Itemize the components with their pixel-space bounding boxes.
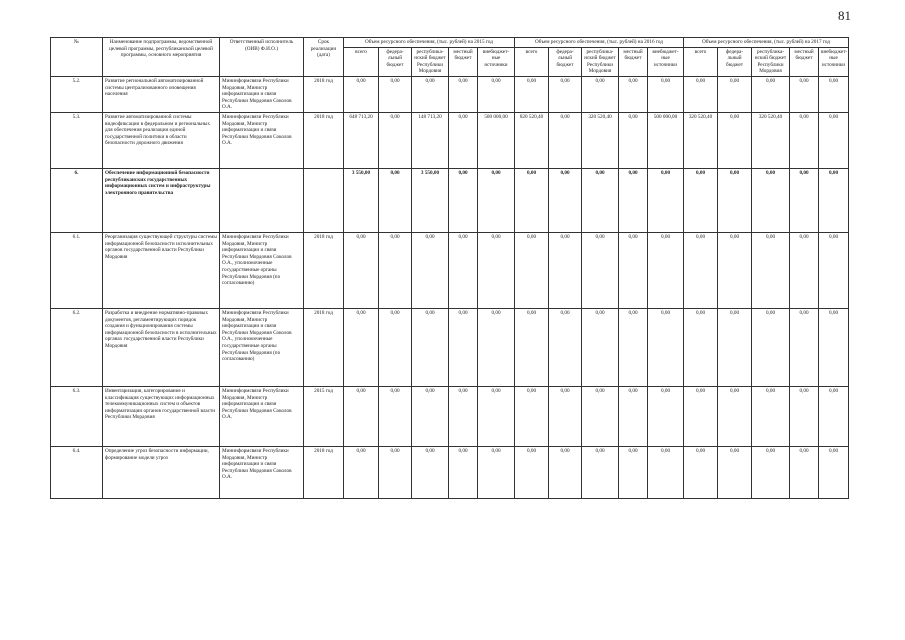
row-value: 0,00 [478,308,515,386]
header-sub-3: местный бюджет [619,47,648,76]
row-responsible: Мининформсвязи Республики Мордовия, Министр информатизации и связи Республики Мордовия Соколов О.А. [220,112,304,168]
row-value: 0,00 [752,446,790,498]
row-term: 2018 год [304,112,344,168]
row-value: 0,00 [582,308,619,386]
row-value: 0,00 [718,112,752,168]
row-name: Инвентаризация, категорирование и классификация существующих информационных телекоммуникационных систем и объектов информатизации органов государственной власти Республики Мордовия [103,386,220,446]
row-name: Развитие региональной автоматизированной системы централизованного оповещения населения [103,76,220,112]
row-value: 320 520,40 [752,112,790,168]
header-group-2015: Объем ресурсного обеспечения, (тыс. рублей) на 2015 год [344,38,515,48]
row-value: 0,00 [684,446,718,498]
header-sub-0: всего [684,47,718,76]
row-value: 0,00 [819,386,849,446]
row-number: 5.2. [51,76,103,112]
row-responsible: Мининформсвязи Республики Мордовия, Министр информатизации и связи Республики Мордовия Соколов О.А. [220,446,304,498]
row-value: 0,00 [379,112,412,168]
row-value: 820 520,40 [515,112,549,168]
row-value: 0,00 [515,308,549,386]
row-value: 0,00 [648,446,684,498]
row-value: 500 000,00 [478,112,515,168]
row-value: 0,00 [549,76,582,112]
row-value: 0,00 [582,76,619,112]
header-row-top [51,38,849,48]
row-number: 6.2. [51,308,103,386]
row-number: 6. [51,168,103,232]
row-value: 0,00 [819,76,849,112]
row-value: 0,00 [549,112,582,168]
row-responsible: Мининформсвязи Республики Мордовия, Министр информатизации и связи Республики Мордовия Соколов О.А., уполномоченные государственные органы Республики Мордовия (по согласованию) [220,308,304,386]
row-value: 0,00 [648,232,684,308]
row-value: 0,00 [619,308,648,386]
row-value: 0,00 [718,386,752,446]
row-value: 0,00 [684,232,718,308]
row-value: 0,00 [344,446,379,498]
row-value: 0,00 [478,76,515,112]
row-value: 0,00 [819,112,849,168]
row-responsible [220,168,304,232]
row-value: 0,00 [478,232,515,308]
row-value: 0,00 [412,308,449,386]
header-name: Наименование подпрограммы, ведомственной целевой программы, республиканской целевой программы, основного мероприятия [103,38,220,77]
row-value: 0,00 [619,232,648,308]
row-value: 3 550,00 [412,168,449,232]
table-row [51,446,849,498]
row-value: 0,00 [412,446,449,498]
row-value: 0,00 [619,386,648,446]
row-value: 0,00 [379,308,412,386]
header-sub-1: федера-льный бюджет [379,47,412,76]
row-value: 0,00 [412,232,449,308]
row-value: 0,00 [752,308,790,386]
header-sub-2: республика-нский бюджет Республики Мордовия [582,47,619,76]
header-sub-0: всего [515,47,549,76]
row-value: 0,00 [648,386,684,446]
row-value: 0,00 [449,76,478,112]
row-value: 0,00 [790,168,819,232]
row-value: 0,00 [582,168,619,232]
row-value: 320 520,40 [582,112,619,168]
row-value: 0,00 [449,386,478,446]
row-name: Разработка и внедрение нормативно-правовых документов, регламентирующих порядок создания и функционирования системы информационной безопасности в исполнительных органах государственной власти Республики Мордовия [103,308,220,386]
row-term: 2018 год [304,446,344,498]
row-value: 0,00 [379,386,412,446]
row-value: 0,00 [549,168,582,232]
row-value: 0,00 [718,168,752,232]
row-value: 0,00 [619,112,648,168]
header-sub-4: внебюджет-ные источники [648,47,684,76]
row-value: 0,00 [344,386,379,446]
row-value: 0,00 [582,386,619,446]
row-value: 0,00 [718,308,752,386]
table-row [51,308,849,386]
row-value: 0,00 [790,308,819,386]
row-value: 0,00 [344,232,379,308]
row-value: 0,00 [412,386,449,446]
header-sub-3: местный бюджет [790,47,819,76]
budget-table [50,37,849,499]
header-sub-4: внебюджет-ные источники [819,47,849,76]
row-name: Развитие автоматизированной системы видеофиксации в федеральном и региональных для обеспечения реализации единой государственной политики в области безопасности дорожного движения [103,112,220,168]
table-row [51,232,849,308]
header-no: № [51,38,103,77]
row-value: 0,00 [549,386,582,446]
row-number: 6.1. [51,232,103,308]
header-sub-1: федера-льный бюджет [549,47,582,76]
row-value: 0,00 [379,76,412,112]
header-sub-2: республика-нский бюджет Республики Мордовия [412,47,449,76]
row-value: 3 550,00 [344,168,379,232]
header-group-2017: Объем ресурсного обеспечения, (тыс. рублей) на 2017 год [684,38,849,48]
row-term: 2018 год [304,308,344,386]
row-value: 148 713,20 [412,112,449,168]
row-value: 0,00 [549,232,582,308]
row-value: 0,00 [449,168,478,232]
row-value: 0,00 [478,168,515,232]
header-sub-1: федера-льный бюджет [718,47,752,76]
row-value: 0,00 [819,308,849,386]
row-number: 6.4. [51,446,103,498]
row-value: 0,00 [790,76,819,112]
row-value: 0,00 [582,232,619,308]
row-value: 0,00 [684,386,718,446]
table-row [51,168,849,232]
row-term: 2018 год [304,76,344,112]
row-value: 0,00 [684,308,718,386]
row-responsible: Мининформсвязи Республики Мордовия, Министр информатизации и связи Республики Мордовия Соколов О.А., уполномоченные государственные органы Республики Мордовия (по согласованию) [220,232,304,308]
row-value: 0,00 [344,308,379,386]
row-value: 0,00 [379,168,412,232]
header-sub-2: республика-нский бюджет Республики Мордовия [752,47,790,76]
row-value: 0,00 [449,446,478,498]
row-value: 0,00 [549,308,582,386]
table-row [51,76,849,112]
header-sub-0: всего [344,47,379,76]
row-value: 0,00 [619,168,648,232]
header-sub-4: внебюджет-ные источники [478,47,515,76]
row-name: Реорганизация существующей структуры системы информационной безопасности исполнительных органов государственной власти Республики Мордовия [103,232,220,308]
row-value: 0,00 [790,446,819,498]
row-value: 0,00 [819,168,849,232]
row-value: 0,00 [515,76,549,112]
row-value: 0,00 [478,446,515,498]
row-value: 0,00 [684,76,718,112]
row-value: 320 520,40 [684,112,718,168]
row-number: 6.3. [51,386,103,446]
row-term: 2018 год [304,232,344,308]
row-value: 0,00 [379,446,412,498]
row-responsible: Мининформсвязи Республики Мордовия, Министр информатизации и связи Республики Мордовия Соколов О.А. [220,386,304,446]
row-value: 0,00 [648,308,684,386]
table-row [51,112,849,168]
row-value: 0,00 [478,386,515,446]
row-value: 500 000,00 [648,112,684,168]
table-row [51,386,849,446]
row-value: 0,00 [449,112,478,168]
row-value: 0,00 [752,76,790,112]
row-value: 0,00 [515,232,549,308]
row-value: 0,00 [790,112,819,168]
row-value: 648 713,20 [344,112,379,168]
row-value: 0,00 [752,232,790,308]
row-value: 0,00 [790,386,819,446]
row-number: 5.3. [51,112,103,168]
row-value: 0,00 [819,446,849,498]
row-value: 0,00 [684,168,718,232]
row-value: 0,00 [449,232,478,308]
header-group-2016: Объем ресурсного обеспечения, (тыс. рублей) на 2016 год [515,38,684,48]
row-value: 0,00 [549,446,582,498]
row-value: 0,00 [379,232,412,308]
row-value: 0,00 [752,168,790,232]
row-value: 0,00 [752,386,790,446]
row-value: 0,00 [790,232,819,308]
table-body [51,76,849,498]
row-responsible: Мининформсвязи Республики Мордовия, Министр информатизации и связи Республики Мордовия Соколов О.А. [220,76,304,112]
row-value: 0,00 [582,446,619,498]
row-value: 0,00 [819,232,849,308]
header-sub-3: местный бюджет [449,47,478,76]
row-value: 0,00 [718,232,752,308]
header-term: Срок реализации (дата) [304,38,344,77]
row-value: 0,00 [648,168,684,232]
row-value: 0,00 [718,446,752,498]
row-value: 0,00 [515,168,549,232]
row-name: Обеспечение информационной безопасности республиканских государственных информационных систем и инфраструктуры электронного правительства [103,168,220,232]
header-responsible: Ответственный исполнитель (ОИВ) Ф.И.О.) [220,38,304,77]
page-number: 81 [838,8,851,23]
row-value: 0,00 [619,446,648,498]
row-value: 0,00 [718,76,752,112]
row-term: 2015 год [304,386,344,446]
row-value: 0,00 [515,446,549,498]
table-header [51,38,849,77]
row-value: 0,00 [619,76,648,112]
row-term [304,168,344,232]
row-value: 0,00 [412,76,449,112]
row-value: 0,00 [648,76,684,112]
row-value: 0,00 [344,76,379,112]
row-name: Определение угроз безопасности информации, формирование модели угроз [103,446,220,498]
row-value: 0,00 [449,308,478,386]
row-value: 0,00 [515,386,549,446]
